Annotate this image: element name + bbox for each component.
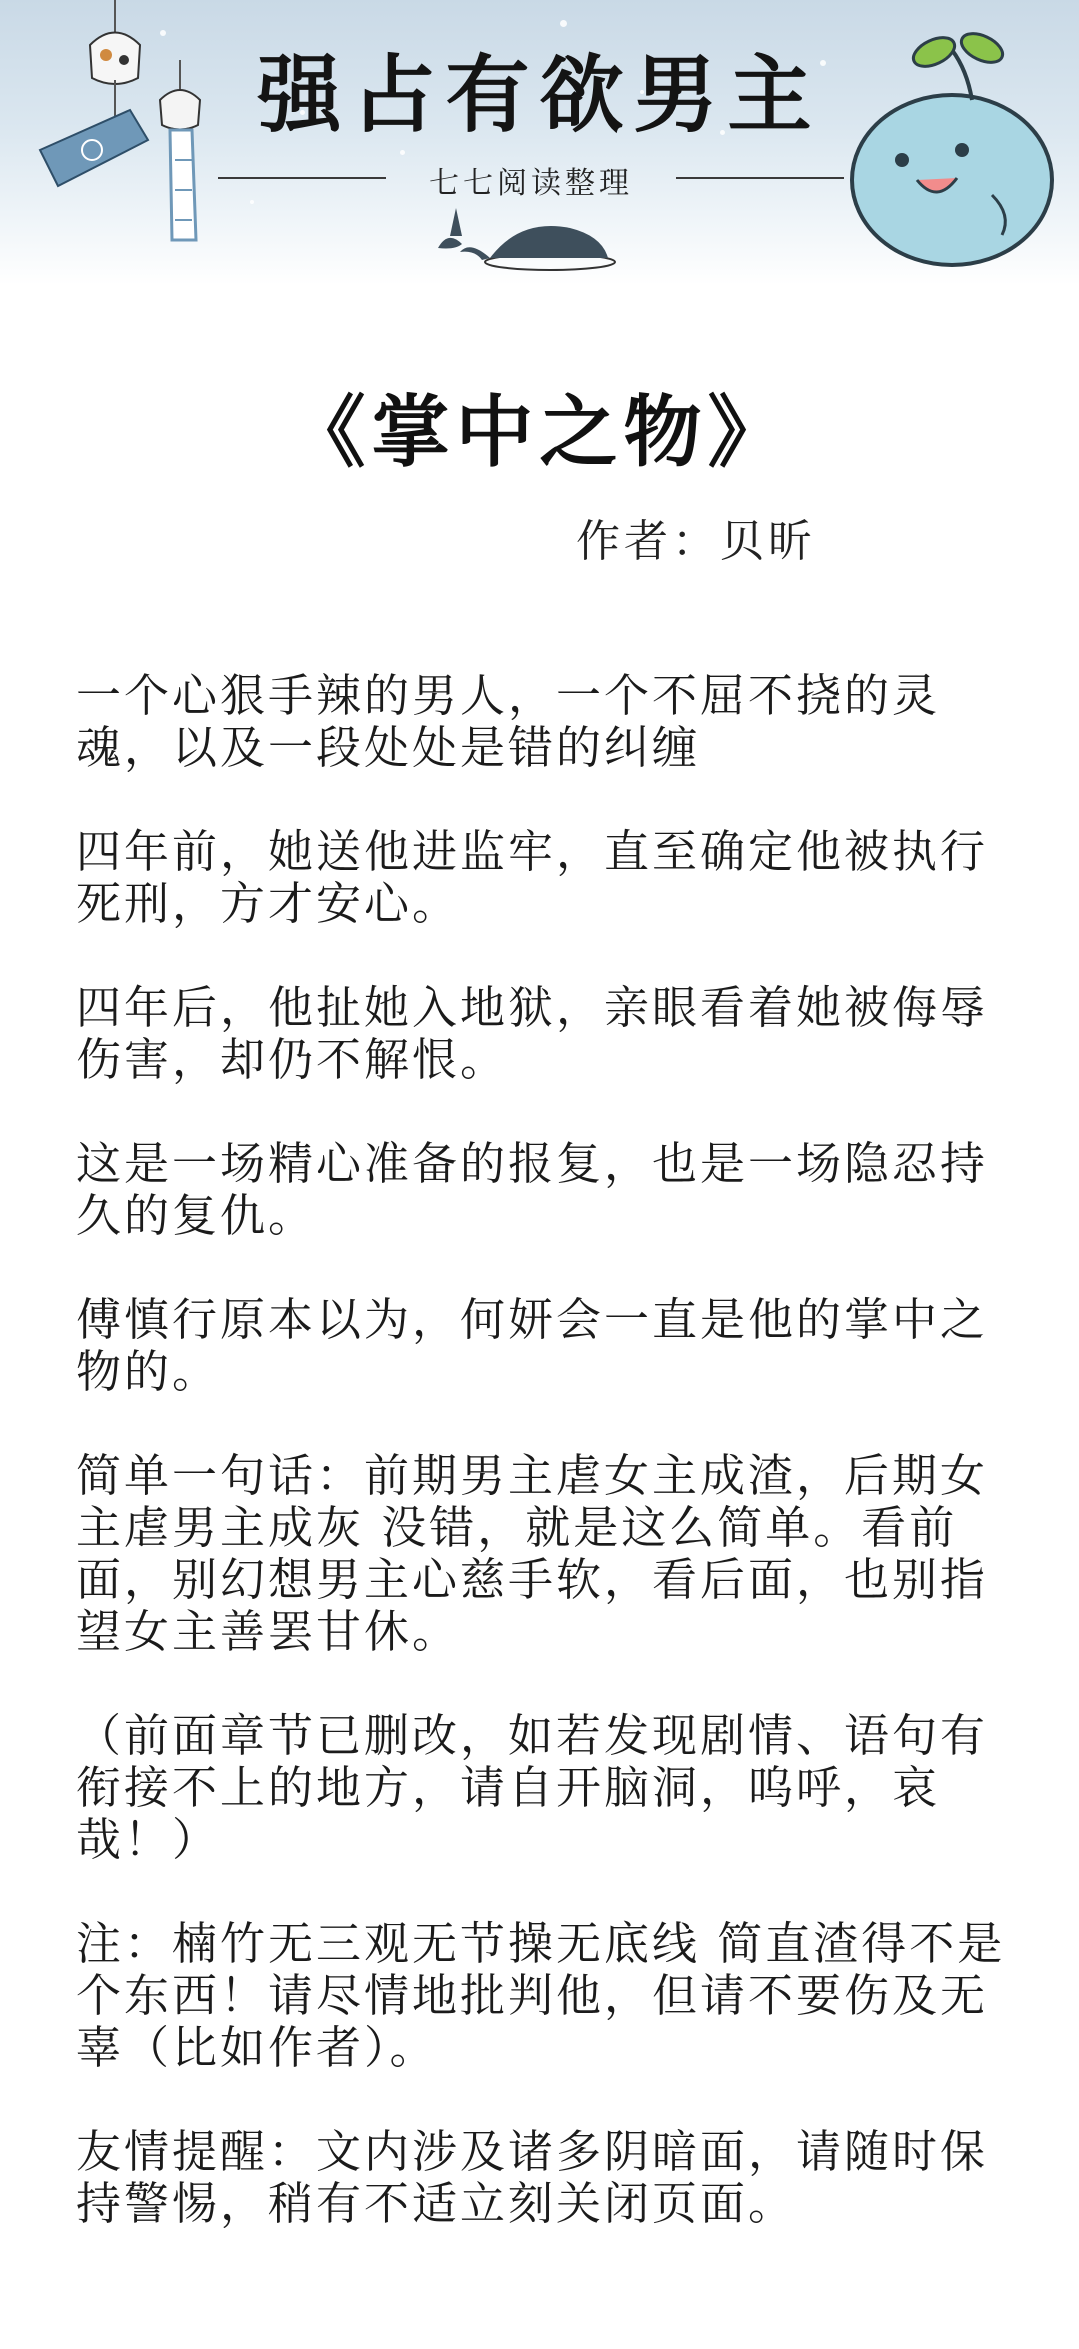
book-title: 《掌中之物》 [287,388,792,478]
divider-line [218,177,386,179]
synopsis-paragraph: 傅慎行原本以为，何妍会一直是他的掌中之物的。 [76,1293,989,1398]
synopsis-paragraph: 四年后，他扯她入地狱，亲眼看着她被侮辱伤害，却仍不解恨。 [76,981,989,1086]
synopsis-paragraph: 四年前，她送他进监牢，直至确定他被执行死刑，方才安心。 [76,825,989,930]
whale-icon [430,200,620,275]
author-credit: 作者：贝昕 [576,516,816,567]
header-banner [0,0,1079,285]
series-title: 强占有欲男主 [257,46,822,144]
mascot-icon [842,30,1072,280]
synopsis-paragraph: 注：楠竹无三观无节操无底线 简直渣得不是个东西！请尽情地批判他，但请不要伤及无辜（比如作者）。 [76,1917,1006,2074]
synopsis-paragraph: 友情提醒：文内涉及诸多阴暗面，请随时保持警惕，稍有不适立刻关闭页面。 [76,2125,989,2230]
synopsis-paragraph: 一个心狠手辣的男人，一个不屈不挠的灵魂，以及一段处处是错的纠缠 [76,669,941,774]
synopsis-paragraph: 简单一句话：前期男主虐女主成渣，后期女主虐男主成灰 没错，就是这么简单。看前面，别幻想男主心慈手软，看后面，也别指望女主善罢甘休。 [76,1449,989,1658]
synopsis-paragraph: 这是一场精心准备的报复，也是一场隐忍持久的复仇。 [76,1137,989,1242]
divider-line [676,177,844,179]
curator-credit: 七七阅读整理 [429,166,633,201]
synopsis-paragraph: （前面章节已删改，如若发现剧情、语句有衔接不上的地方，请自开脑洞，呜呼，哀哉！） [76,1709,989,1866]
synopsis [76,670,1010,2282]
